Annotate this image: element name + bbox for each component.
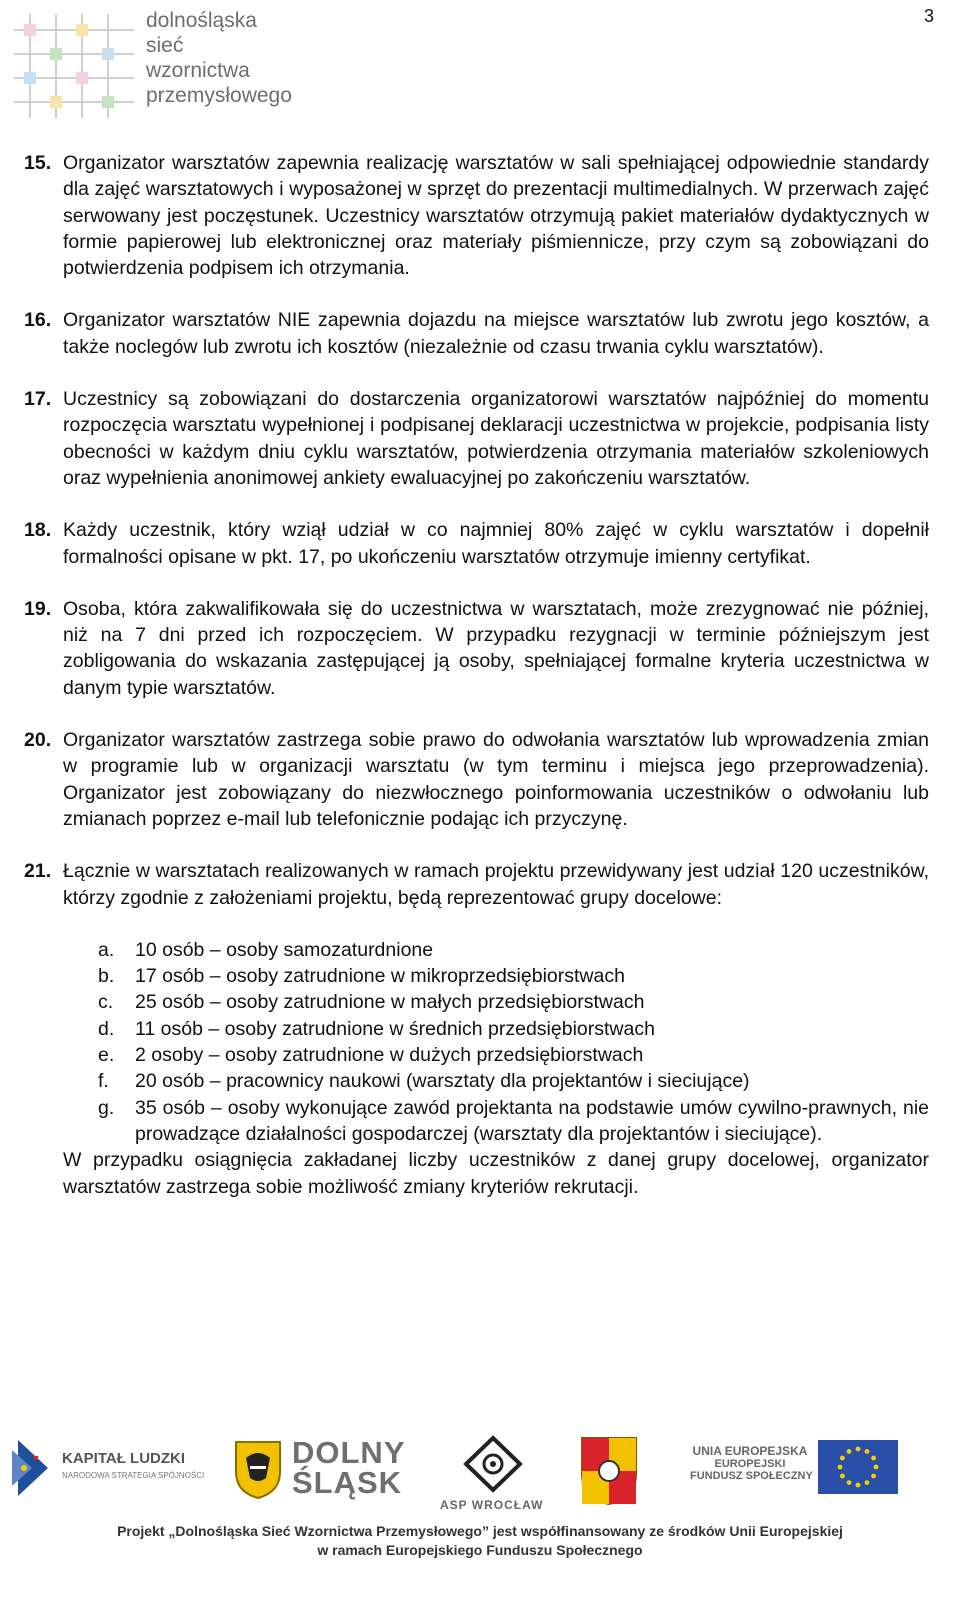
kapital-ludzki-title: KAPITAŁ LUDZKI <box>62 1450 186 1467</box>
item-text: Uczestnicy są zobowiązani do dostarczenia organizatorowi warsztatów najpóźniej do momentu rozpoczęcia warsztatu wypełnionej i podpisanej deklaracji uczestnictwa w projekcie, podpisania listy obecności w każdym dniu cyklu warsztatów, potwierdzenia otrzymania materiałów szkoleniowych oraz wypełnienia anonimowej ankiety ewaluacyjnej po zakończeniu warsztatów. <box>63 388 929 489</box>
footer-funding-note <box>0 1522 960 1560</box>
item-21-body <box>63 858 929 1200</box>
dsw-logo <box>10 4 300 124</box>
list-letter: g. <box>98 1096 115 1119</box>
eu-flag-icon <box>818 1440 898 1494</box>
list-letter: d. <box>98 1017 115 1040</box>
dolny-slask-line-2: ŚLĄSK <box>292 1465 403 1500</box>
footer-line-2: w ramach Europejskiego Funduszu Społecznego <box>317 1542 643 1558</box>
page-number: 3 <box>923 6 934 26</box>
list-item <box>63 989 929 1015</box>
list-item <box>63 1016 929 1042</box>
logo-line-4: przemysłowego <box>146 84 292 107</box>
ue-line-2: EUROPEJSKI <box>714 1458 786 1470</box>
item-number: 16. <box>24 309 52 332</box>
footer-line-1: Projekt „Dolnośląska Sieć Wzornictwa Przemysłowego” jest współfinansowany ze środków Unii Europejskiej <box>117 1523 843 1539</box>
wroclaw-coat-of-arms-icon <box>578 1434 640 1506</box>
ue-line-1: UNIA EUROPEJSKA <box>692 1444 808 1458</box>
item-number: 15. <box>24 152 52 174</box>
item-number: 17. <box>24 388 52 411</box>
ue-efs-text-block <box>690 1444 813 1482</box>
item-number: 19. <box>24 597 52 620</box>
list-letter: e. <box>98 1044 115 1067</box>
item-19 <box>24 596 929 701</box>
item-text: Organizator warsztatów zapewnia realizację warsztatów w sali spełniającej odpowiednie standardy dla zajęć warsztatowych i wyposażonej w sprzęt do prezentacji multimedialnych. W przerwach zajęć serwowany jest poczęstunek. Uczestnicy warsztatów otrzymują pakiet materiałów dydaktycznych w formie papierowej lub elektronicznej oraz materiały piśmiennicze, przy czym są zobowiązani do potwierdzenia podpisem ich otrzymania. <box>63 152 929 280</box>
ue-line-3: FUNDUSZ SPOŁECZNY <box>690 1470 813 1482</box>
list-letter: a. <box>98 938 115 961</box>
footer-logos <box>0 1430 960 1518</box>
logo-wordmark <box>146 8 292 108</box>
item-text: Łącznie w warsztatach realizowanych w ramach projektu przewidywany jest udział 120 uczestników, którzy zgodnie z założeniami projektu, będą reprezentować grupy docelowe: <box>63 860 929 909</box>
list-text: 20 osób – pracownicy naukowi (warsztaty dla projektantów i sieciujące) <box>135 1070 750 1093</box>
logo-line-3: wzornictwa <box>146 59 250 82</box>
list-text: 10 osób – osoby samozaturdnione <box>135 938 434 961</box>
list-item <box>63 1095 929 1148</box>
kapital-ludzki-icon <box>10 1436 50 1500</box>
logo-grid-icon <box>10 10 138 122</box>
asp-wroclaw-label: ASP WROCŁAW <box>440 1498 544 1512</box>
item-21 <box>24 858 929 1200</box>
kapital-ludzki-subtitle: NARODOWA STRATEGIA SPÓJNOŚCI <box>62 1471 205 1480</box>
regulation-text <box>24 150 929 1226</box>
item-number: 18. <box>24 519 52 542</box>
list-text: 35 osób – osoby wykonujące zawód projektanta na podstawie umów cywilno-prawnych, nie prowadzące działalności gospodarczej (warsztaty dla projektantów i sieciujące). <box>135 1096 929 1145</box>
asp-wroclaw-logo <box>438 1430 548 1518</box>
item-text: Osoba, która zakwalifikowała się do uczestnictwa w warsztatach, może zrezygnować nie później, niż na 7 dni przed ich rozpoczęciem. W przypadku rezygnacji w terminie późniejszym jest zobligowania do wskazania zastępującej ją osoby, spełniającej formalne kryteria uczestnictwa w danym typie warsztatów. <box>63 597 929 699</box>
target-groups-list <box>63 937 929 1147</box>
list-item <box>63 1042 929 1068</box>
list-item <box>63 1068 929 1094</box>
asp-emblem-icon <box>458 1434 528 1494</box>
item-15 <box>24 150 929 281</box>
logo-line-1: dolnośląska <box>146 9 257 32</box>
list-letter: c. <box>98 991 114 1014</box>
list-item <box>63 963 929 989</box>
dolny-slask-coat-of-arms-icon <box>232 1438 284 1500</box>
logo-line-2: sieć <box>146 34 184 57</box>
dolny-slask-line-1: DOLNY <box>292 1435 406 1470</box>
item-number: 21. <box>24 860 52 883</box>
item-16 <box>24 307 929 360</box>
item-text: Organizator warsztatów zastrzega sobie prawo do odwołania warsztatów lub wprowadzenia zmian w programie lub w organizacji warsztatu (w tym terminu i miejsca jego przeprowadzenia). Organizator jest zobowiązany do niezwłocznego poinformowania uczestników o odwołaniu lub zmianach poprzez e-mail lub telefonicznie podając ich przyczynę. <box>63 729 929 830</box>
item-17 <box>24 386 929 491</box>
list-letter: f. <box>98 1070 109 1093</box>
list-text: 2 osoby – osoby zatrudnione w dużych przedsiębiorstwach <box>135 1044 644 1067</box>
dolny-slask-wordmark <box>292 1435 412 1500</box>
item-18 <box>24 517 929 570</box>
item-text: Organizator warsztatów NIE zapewnia dojazdu na miejsce warsztatów lub zwrotu jego kosztów, a także noclegów lub zwrotu ich kosztów (niezależnie od czasu trwania cyklu warsztatów). <box>63 309 929 358</box>
list-text: 17 osób – osoby zatrudnione w mikroprzedsiębiorstwach <box>135 965 625 988</box>
list-letter: b. <box>98 965 115 988</box>
item-number: 20. <box>24 729 52 752</box>
list-text: 25 osób – osoby zatrudnione w małych przedsiębiorstwach <box>135 991 645 1014</box>
item-text: Każdy uczestnik, który wziął udział w co najmniej 80% zajęć w cyklu warsztatów i dopełnił formalności opisane w pkt. 17, po ukończeniu warsztatów otrzymuje imienny certyfikat. <box>63 519 929 568</box>
list-text: 11 osób – osoby zatrudnione w średnich przedsiębiorstwach <box>135 1017 655 1040</box>
item-20 <box>24 727 929 832</box>
closing-paragraph: W przypadku osiągnięcia zakładanej liczby uczestników z danej grupy docelowej, organizator warsztatów zastrzega sobie możliwość zmiany kryteriów rekrutacji. <box>63 1149 929 1198</box>
kapital-ludzki-logo <box>10 1434 210 1504</box>
list-item <box>63 937 929 963</box>
